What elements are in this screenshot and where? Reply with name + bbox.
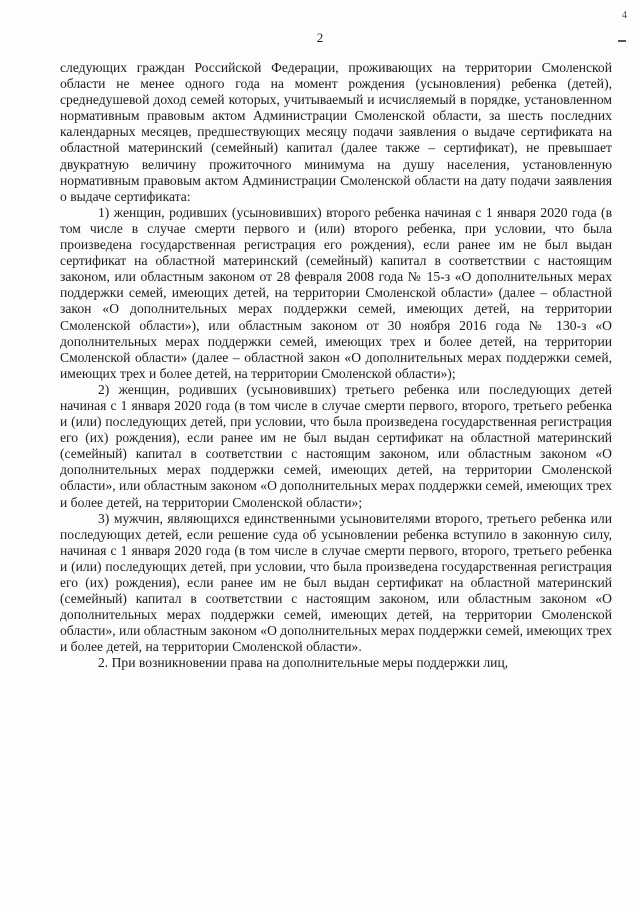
paragraph-item-3: 3) мужчин, являющихся единственными усыновителями второго, третьего ребенка или последующих детей, если решение суда об усыновлении ребенка вступило в законную силу, начиная с 1 января 2020 года (в том числе в случае смерти первого, второго, третьего ребенка и (или) последующих детей, при условии, что была произведена государственная регистрация его (их) рождения), если ранее им не был выдан сертификат на областной материнский (семейный) капитал в соответствии с настоящим законом, или областным законом «О дополнительных мерах поддержки семей, имеющих детей, на территории Смоленской области», или областным законом «О дополнительных мерах поддержки семей, имеющих трех и более детей, на территории Смоленской области». (60, 510, 612, 655)
page-number: 2 (316, 30, 324, 45)
corner-mark: 4 (622, 10, 627, 21)
paragraph-intro: следующих граждан Российской Федерации, проживающих на территории Смоленской области не менее одного года на момент рождения (усыновления) ребенка (детей), среднедушевой доход семей которых, учитываемый и исчисляемый в порядке, установленном нормативным правовым актом Администрации Смоленской области, за шесть последних календарных месяцев, предшествующих месяцу подачи заявления о выдаче сертификата на областной материнский (семейный) капитал (далее также – сертификат), не превышает двукратную величину прожиточного минимума на душу населения, установленную нормативным правовым актом Администрации Смоленской области на дату подачи заявления о выдаче сертификата: (60, 60, 612, 204)
document-body (60, 60, 612, 672)
paragraph-item-1: 1) женщин, родивших (усыновивших) второго ребенка начиная с 1 января 2020 года (в том числе в случае смерти первого и (или) второго ребенка, при условии, что была произведена государственная регистрация его рождения), если ранее им не был выдан сертификат на областной материнский (семейный) капитал в соответствии с настоящим законом, или областным законом от 28 февраля 2008 года № 15-з «О дополнительных мерах поддержки семей, имеющих детей, на территории Смоленской области» (далее – областной закон «О дополнительных мерах поддержки семей, имеющих детей, на территории Смоленской области»), или областным законом от 30 ноября 2016 года № 130-з «О дополнительных мерах поддержки семей, имеющих трех и более детей, на территории Смоленской области» (далее – областной закон «О дополнительных мерах поддержки семей, имеющих трех и более детей, на территории Смоленской области»); (60, 204, 612, 381)
scan-mark (618, 40, 626, 42)
paragraph-section-2: 2. При возникновении права на дополнительные меры поддержки лиц, (98, 655, 509, 671)
paragraph-item-2: 2) женщин, родивших (усыновивших) третьего ребенка или последующих детей начиная с 1 января 2020 года (в том числе в случае смерти первого, второго, третьего ребенка и (или) последующих детей, при условии, что была произведена государственная регистрация его (их) рождения), если ранее им не был выдан сертификат на областной материнский (семейный) капитал в соответствии с настоящим законом, или областным законом «О дополнительных мерах поддержки семей, имеющих детей, на территории Смоленской области», или областным законом «О дополнительных мерах поддержки семей, имеющих трех и более детей, на территории Смоленской области»; (60, 381, 612, 510)
